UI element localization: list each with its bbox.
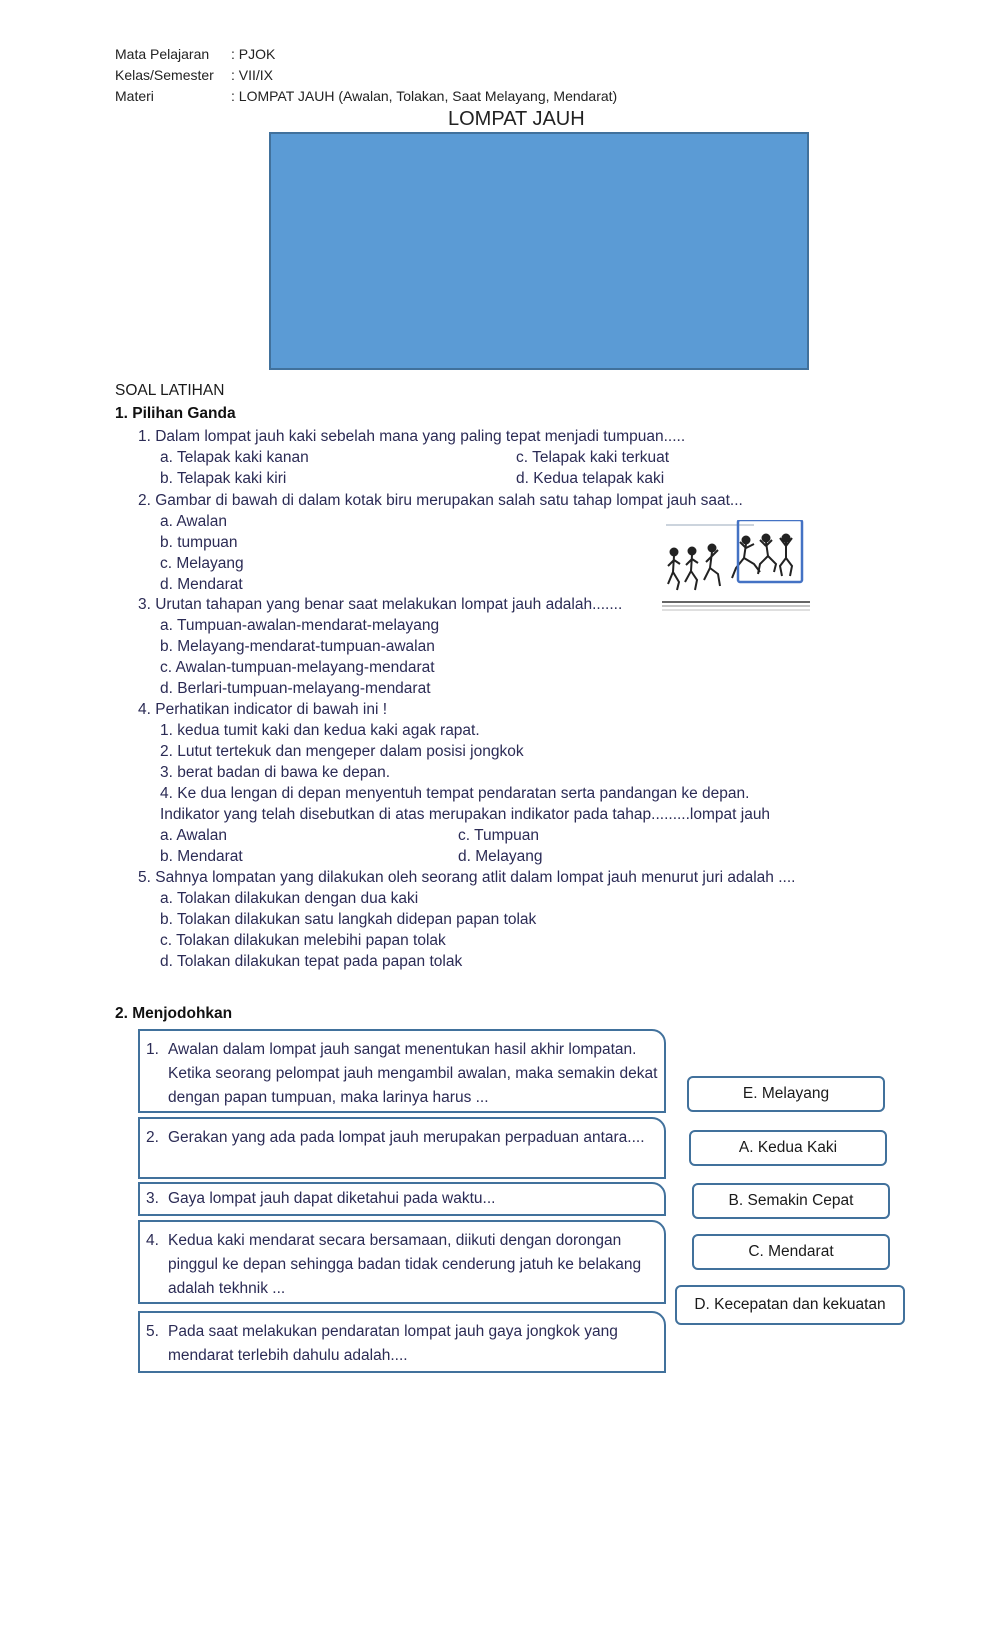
header-class (115, 65, 815, 86)
q4-indicator-1: 1. kedua tumit kaki dan kedua kaki agak rapat. (160, 722, 480, 739)
q2-option-d: d. Mendarat (160, 576, 243, 593)
q4-option-c: c. Tumpuan (458, 827, 539, 844)
material-value: : LOMPAT JAUH (Awalan, Tolakan, Saat Melayang, Mendarat) (231, 88, 618, 104)
section2-title: 2. Menjodohkan (115, 1005, 233, 1022)
class-value: : VII/IX (231, 67, 274, 83)
q4-text: 4. Perhatikan indicator di bawah ini ! (138, 701, 388, 718)
matching-answer-melayang[interactable]: E. Melayang (687, 1076, 885, 1112)
q1-option-a: a. Telapak kaki kanan (160, 449, 309, 466)
q2-option-c: c. Melayang (160, 555, 244, 572)
q4-option-a: a. Awalan (160, 827, 227, 844)
q4-indicator-question: Indikator yang telah disebutkan di atas merupakan indikator pada tahap.........lompat jauh (160, 806, 771, 823)
q4-indicator-2: 2. Lutut tertekuk dan mengeper dalam posisi jongkok (160, 743, 524, 760)
q5-option-d: d. Tolakan dilakukan tepat pada papan tolak (160, 953, 463, 970)
matching-question-number: 4. (146, 1232, 159, 1249)
matching-question-1[interactable] (138, 1029, 666, 1113)
q4-option-b: b. Mendarat (160, 848, 243, 865)
matching-question-text: Kedua kaki mendarat secara bersamaan, diikuti dengan dorongan pinggul ke depan sehingga badan tidak cenderung jatuh ke belakang adalah tekhnik ... (168, 1232, 642, 1297)
runner-figure-1 (668, 549, 680, 591)
matching-answer-kecepatan-kekuatan[interactable]: D. Kecepatan dan kekuatan (675, 1285, 905, 1325)
matching-question-3[interactable] (138, 1182, 666, 1216)
section1-title: 1. Pilihan Ganda (115, 405, 236, 422)
q3-option-b: b. Melayang-mendarat-tumpuan-awalan (160, 638, 435, 655)
jumper-figure-5 (758, 535, 776, 575)
q3-option-d: d. Berlari-tumpuan-melayang-mendarat (160, 680, 431, 697)
q1-option-c: c. Telapak kaki terkuat (516, 449, 670, 466)
class-label: Kelas/Semester (115, 67, 214, 83)
runner-figure-3 (704, 545, 720, 587)
q2-option-b: b. tumpuan (160, 534, 238, 551)
matching-question-2[interactable] (138, 1117, 666, 1179)
q3-option-a: a. Tumpuan-awalan-mendarat-melayang (160, 617, 440, 634)
runner-figure-2 (685, 548, 698, 591)
subject-value: : PJOK (231, 46, 276, 62)
q3-text: 3. Urutan tahapan yang benar saat melakukan lompat jauh adalah....... (138, 596, 623, 613)
q1-option-d: d. Kedua telapak kaki (516, 470, 665, 487)
long-jump-illustration (662, 520, 810, 616)
header-subject (115, 44, 815, 65)
soal-latihan-heading: SOAL LATIHAN (115, 382, 225, 399)
matching-answer-mendarat[interactable]: C. Mendarat (692, 1234, 890, 1270)
material-label: Materi (115, 88, 154, 104)
matching-question-number: 1. (146, 1041, 159, 1058)
matching-answer-kedua-kaki[interactable]: A. Kedua Kaki (689, 1130, 887, 1166)
subject-label: Mata Pelajaran (115, 46, 210, 62)
q1-text: 1. Dalam lompat jauh kaki sebelah mana yang paling tepat menjadi tumpuan..... (138, 428, 686, 445)
q5-option-b: b. Tolakan dilakukan satu langkah didepan papan tolak (160, 911, 537, 928)
q2-text: 2. Gambar di bawah di dalam kotak biru merupakan salah satu tahap lompat jauh saat... (138, 492, 743, 509)
blue-image-box (269, 132, 809, 370)
q4-indicator-3: 3. berat badan di bawa ke depan. (160, 764, 391, 781)
matching-question-4[interactable] (138, 1220, 666, 1304)
matching-question-text: Awalan dalam lompat jauh sangat menentukan hasil akhir lompatan. Ketika seorang pelompat jauh mengambil awalan, maka semakin dekat dengan papan tumpuan, maka larinya harus ... (168, 1041, 658, 1106)
q2-option-a: a. Awalan (160, 513, 227, 530)
matching-question-5[interactable] (138, 1311, 666, 1373)
matching-question-number: 2. (146, 1129, 159, 1146)
q5-option-c: c. Tolakan dilakukan melebihi papan tolak (160, 932, 446, 949)
page-title: LOMPAT JAUH (448, 108, 585, 130)
matching-question-number: 5. (146, 1323, 159, 1340)
blue-highlight-frame (738, 520, 802, 582)
header-material (115, 86, 815, 107)
q5-text: 5. Sahnya lompatan yang dilakukan oleh seorang atlit dalam lompat jauh menurut juri adalah .... (138, 869, 796, 886)
q4-option-d: d. Melayang (458, 848, 543, 865)
matching-question-text: Pada saat melakukan pendaratan lompat jauh gaya jongkok yang mendarat terlebih dahulu adalah.... (168, 1323, 618, 1364)
jumper-figure-6 (780, 535, 792, 577)
matching-answer-semakin-cepat[interactable]: B. Semakin Cepat (692, 1183, 890, 1219)
matching-question-text: Gerakan yang ada pada lompat jauh merupakan perpaduan antara.... (168, 1129, 645, 1146)
matching-question-number: 3. (146, 1190, 159, 1207)
q5-option-a: a. Tolakan dilakukan dengan dua kaki (160, 890, 419, 907)
q1-option-b: b. Telapak kaki kiri (160, 470, 287, 487)
q3-option-c: c. Awalan-tumpuan-melayang-mendarat (160, 659, 435, 676)
q4-indicator-4: 4. Ke dua lengan di depan menyentuh tempat pendaratan serta pandangan ke depan. (160, 785, 750, 802)
matching-question-text: Gaya lompat jauh dapat diketahui pada waktu... (168, 1190, 496, 1207)
jumper-figure-4 (732, 537, 760, 579)
